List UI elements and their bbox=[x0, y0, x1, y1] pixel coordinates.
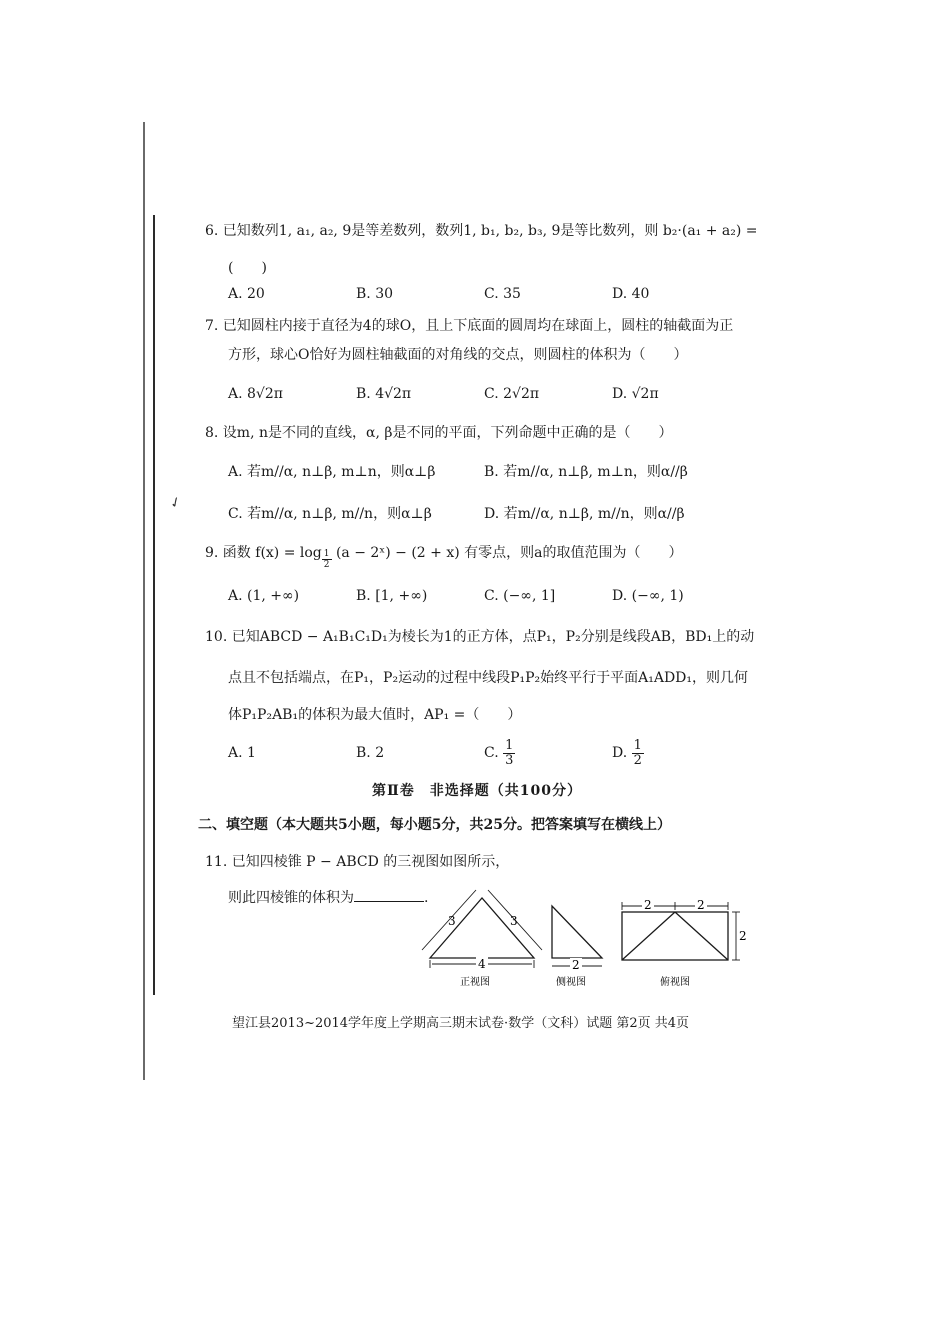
section2-title: 第Ⅱ卷 非选择题（共100分） bbox=[372, 783, 583, 799]
q7-option-b: B. 4√2π bbox=[356, 386, 412, 402]
q6-option-d: D. 40 bbox=[612, 286, 650, 302]
q9-stem-post: (a − 2ˣ) − (2 + x) 有零点，则a的取值范围为（ ） bbox=[335, 545, 683, 561]
q8-option-c: C. 若m//α, n⊥β, m//n，则α⊥β bbox=[228, 506, 432, 522]
top-view-rect bbox=[622, 912, 728, 960]
q6-paren: ( ) bbox=[228, 260, 267, 276]
q9-log-base-num: 1 bbox=[323, 549, 330, 559]
q10-option-d-den: 2 bbox=[633, 752, 642, 768]
q6-option-b: B. 30 bbox=[356, 286, 394, 302]
top-right-dim-label: 2 bbox=[697, 898, 705, 912]
top-height-dim-label: 2 bbox=[739, 929, 747, 943]
side-base-label: 2 bbox=[572, 958, 580, 972]
q9-option-a: A. (1, +∞) bbox=[228, 588, 300, 604]
front-view-label: 正视图 bbox=[460, 977, 490, 988]
q7-line2: 方形，球心O恰好为圆柱轴截面的对角线的交点，则圆柱的体积为（ ） bbox=[228, 347, 688, 363]
q9-option-c: C. (−∞, 1] bbox=[484, 588, 556, 604]
q11-line2 bbox=[228, 887, 428, 908]
q7-option-a: A. 8√2π bbox=[228, 386, 283, 402]
q7-option-d: D. √2π bbox=[612, 386, 659, 402]
q10-line1: 10. 已知ABCD − A₁B₁C₁D₁为棱长为1的正方体，点P₁，P₂分别是线段AB，BD₁上的动 bbox=[205, 629, 755, 645]
q10-option-a: A. 1 bbox=[228, 745, 256, 761]
q10-option-c-den: 3 bbox=[505, 752, 514, 768]
front-right-edge-label: 3 bbox=[510, 914, 518, 928]
q8-stem: 8. 设m, n是不同的直线，α, β是不同的平面，下列命题中正确的是（ ） bbox=[205, 425, 673, 441]
q7-line1: 7. 已知圆柱内接于直径为4的球O，且上下底面的圆周均在球面上，圆柱的轴截面为正 bbox=[205, 318, 734, 334]
front-left-edge-label: 3 bbox=[448, 914, 456, 928]
q10-option-d bbox=[612, 734, 644, 772]
q11-line1: 11. 已知四棱锥 P − ABCD 的三视图如图所示， bbox=[205, 854, 510, 870]
side-view bbox=[552, 906, 602, 966]
q9-stem bbox=[205, 543, 682, 570]
front-base-label: 4 bbox=[478, 957, 486, 971]
q10-line3: 体P₁P₂AB₁的体积为最大值时，AP₁ =（ ） bbox=[228, 707, 522, 723]
q7-option-c: C. 2√2π bbox=[484, 386, 540, 402]
q11-line2-post: . bbox=[424, 890, 429, 906]
q10-option-c-fraction bbox=[503, 739, 515, 768]
q10-option-c-label: C. bbox=[484, 745, 499, 761]
q10-option-d-label: D. bbox=[612, 745, 628, 761]
q9-option-d: D. (−∞, 1) bbox=[612, 588, 684, 604]
scan-border-inner bbox=[153, 215, 155, 995]
front-view-triangle bbox=[430, 898, 534, 958]
pen-mark: ✓ bbox=[167, 493, 185, 513]
q9-option-b: B. [1, +∞) bbox=[356, 588, 428, 604]
q9-stem-pre: 9. 函数 f(x) = log bbox=[205, 545, 322, 561]
q8-option-b: B. 若m//α, n⊥β, m⊥n，则α//β bbox=[484, 464, 688, 480]
q9-log-base-den: 2 bbox=[323, 560, 330, 570]
top-view-label: 俯视图 bbox=[660, 977, 690, 988]
scan-border-outer bbox=[143, 122, 145, 1080]
top-view bbox=[622, 902, 740, 960]
q10-option-b: B. 2 bbox=[356, 745, 385, 761]
q10-option-c bbox=[484, 734, 515, 772]
q10-option-d-num: 1 bbox=[633, 737, 642, 753]
q11-line2-pre: 则此四棱锥的体积为 bbox=[228, 890, 354, 906]
fill-in-section-title: 二、填空题（本大题共5小题，每小题5分，共25分。把答案填写在横线上） bbox=[198, 817, 671, 833]
q9-log-base bbox=[322, 549, 332, 570]
q10-line2: 点且不包括端点，在P₁，P₂运动的过程中线段P₁P₂始终平行于平面A₁ADD₁，则几何 bbox=[228, 670, 749, 686]
top-left-dim-label: 2 bbox=[644, 898, 652, 912]
q10-option-d-fraction bbox=[632, 739, 644, 768]
side-view-label: 侧视图 bbox=[556, 977, 586, 988]
q10-option-c-num: 1 bbox=[505, 737, 514, 753]
three-view-figure bbox=[410, 880, 750, 995]
side-view-triangle bbox=[552, 906, 602, 958]
q6-option-a: A. 20 bbox=[228, 286, 265, 302]
q6-stem: 6. 已知数列1, a₁, a₂, 9是等差数列，数列1, b₁, b₂, b₃, 9是等比数列，则 b₂·(a₁ + a₂) = bbox=[205, 223, 758, 239]
page-footer: 望江县2013~2014学年度上学期高三期末试卷·数学（文科）试题 第2页 共4页 bbox=[232, 1016, 689, 1031]
q8-option-d: D. 若m//α, n⊥β, m//n，则α//β bbox=[484, 506, 685, 522]
q8-option-a: A. 若m//α, n⊥β, m⊥n，则α⊥β bbox=[228, 464, 436, 480]
q6-option-c: C. 35 bbox=[484, 286, 521, 302]
